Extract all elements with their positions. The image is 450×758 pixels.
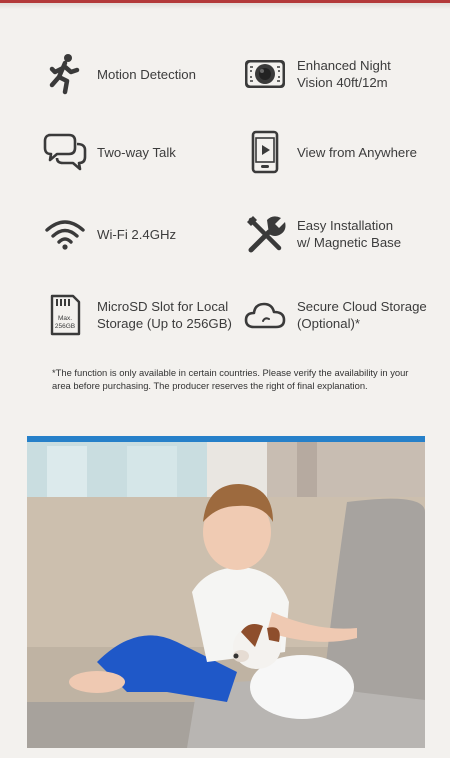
microsd-card-icon xyxy=(43,293,87,337)
top-edge-strip xyxy=(0,0,450,9)
feature-label: Enhanced Night Vision 40ft/12m xyxy=(297,58,391,90)
feature-label: Easy Installation w/ Magnetic Base xyxy=(297,218,402,250)
feature-easy-installation xyxy=(243,212,401,256)
disclaimer-text: *The function is only available in certain countries. Please verify the availability in your area before purchasing. The producer reserves the right of final explanation. xyxy=(52,367,409,391)
cloud-icon xyxy=(243,293,287,337)
svg-text:256GB: 256GB xyxy=(54,323,76,330)
feature-label: Two-way Talk xyxy=(97,144,176,160)
feature-view-from-anywhere xyxy=(243,130,417,174)
feature-microsd-slot xyxy=(43,293,232,337)
feature-night-vision xyxy=(243,52,391,96)
feature-label: MicroSD Slot for Local Storage (Up to 256GB) xyxy=(97,299,232,331)
smartphone-play-icon xyxy=(243,130,287,174)
wifi-icon xyxy=(43,212,87,256)
feature-label: Wi-Fi 2.4GHz xyxy=(97,226,177,242)
feature-label: Motion Detection xyxy=(97,66,196,82)
speech-bubbles-icon xyxy=(43,130,87,174)
feature-secure-cloud xyxy=(243,293,427,337)
feature-motion-detection xyxy=(43,52,196,96)
running-person-icon xyxy=(43,52,87,96)
feature-two-way-talk xyxy=(43,130,176,174)
night-vision-lens-icon xyxy=(243,52,287,96)
feature-wifi xyxy=(43,212,176,256)
tools-icon xyxy=(243,212,287,256)
feature-label: Secure Cloud Storage (Optional)* xyxy=(297,299,427,331)
feature-label: View from Anywhere xyxy=(297,144,417,160)
svg-text:Max.: Max. xyxy=(57,315,73,322)
product-photo-child-with-dog xyxy=(27,436,425,748)
red-edge-line xyxy=(0,0,450,3)
